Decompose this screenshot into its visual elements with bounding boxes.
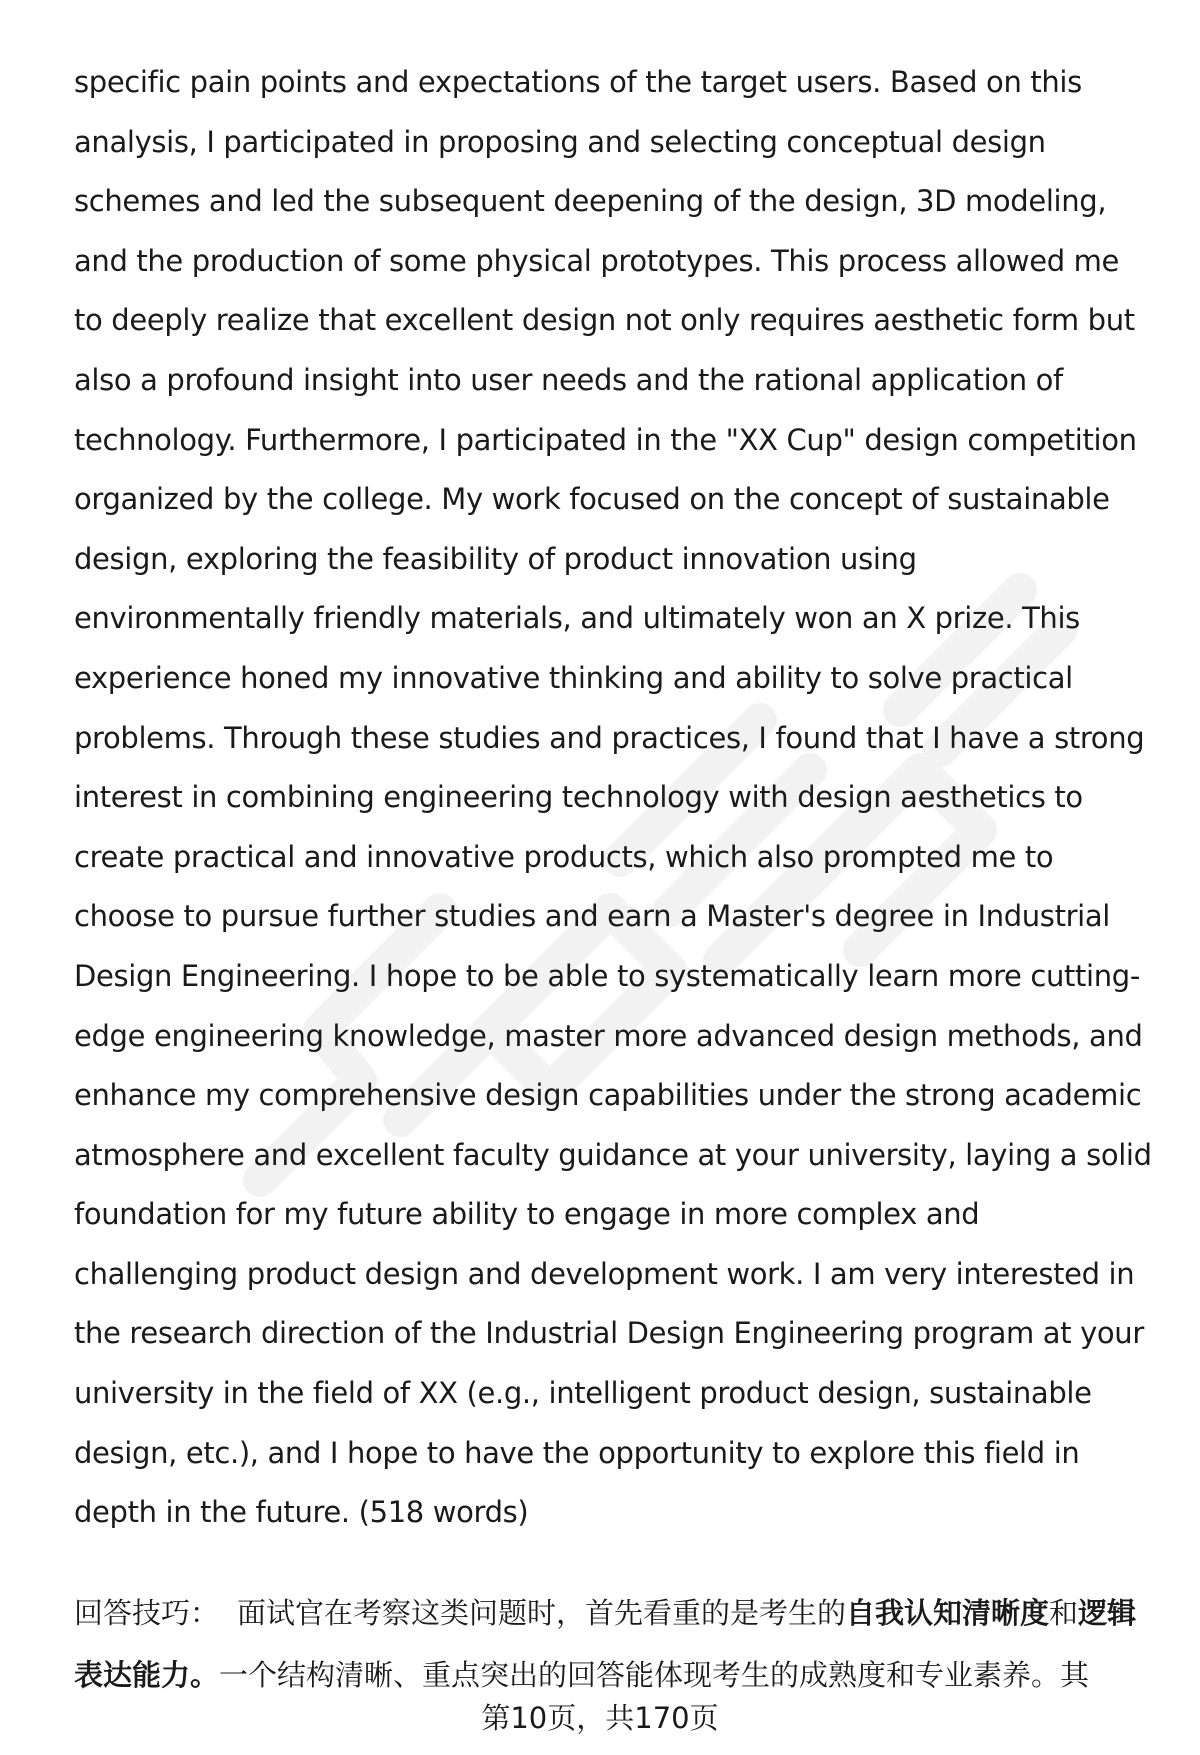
body-line: edge engineering knowledge, master more advanced design methods, and [74, 1018, 1143, 1053]
tip-line-2 [74, 1644, 1154, 1706]
body-line: challenging product design and development work. I am very interested in [74, 1256, 1135, 1291]
answer-tip [74, 1582, 1154, 1706]
body-line: specific pain points and expectations of the target users. Based on this [74, 65, 1082, 99]
body-line: the research direction of the Industrial Design Engineering program at your [74, 1316, 1144, 1351]
tip-emphasis: 逻辑 [1078, 1596, 1137, 1630]
body-line: technology. Furthermore, I participated in the "XX Cup" design competition [74, 422, 1137, 457]
body-line: experience honed my innovative thinking and ability to solve practical [74, 660, 1073, 695]
body-line: environmentally friendly materials, and ultimately won an X prize. This [74, 601, 1080, 636]
tip-label: 回答技巧： [74, 1596, 220, 1630]
body-line: also a profound insight into user needs and the rational application of [74, 362, 1063, 397]
body-line: interest in combining engineering technology with design aesthetics to [74, 780, 1083, 815]
body-line: atmosphere and excellent faculty guidance at your university, laying a solid [74, 1137, 1152, 1172]
body-line: depth in the future. (518 words) [74, 1495, 529, 1530]
body-line: and the production of some physical prototypes. This process allowed me [74, 243, 1120, 278]
tip-text: 面试官在考察这类问题时，首先看重的是考生的 [237, 1596, 847, 1630]
body-line: create practical and innovative products, which also prompted me to [74, 839, 1054, 874]
body-paragraph [74, 53, 1154, 1543]
tip-line-1 [74, 1582, 1154, 1644]
tip-text: 和 [1049, 1596, 1079, 1630]
tip-text: 一个结构清晰、重点突出的回答能体现考生的成熟度和专业素养。其 [219, 1658, 1090, 1692]
page-indicator: 第10页，共170页 [481, 1701, 719, 1735]
body-line: foundation for my future ability to engage in more complex and [74, 1197, 980, 1232]
body-line: Design Engineering. I hope to be able to systematically learn more cutting- [74, 958, 1140, 993]
body-line: analysis, I participated in proposing and selecting conceptual design [74, 124, 1046, 159]
body-line: university in the field of XX (e.g., intelligent product design, sustainable [74, 1376, 1092, 1411]
body-line: enhance my comprehensive design capabilities under the strong academic [74, 1078, 1142, 1113]
tip-emphasis: 自我认知清晰度 [846, 1596, 1050, 1630]
body-line: schemes and led the subsequent deepening of the design, 3D modeling, [74, 184, 1107, 219]
body-line: problems. Through these studies and practices, I found that I have a strong [74, 720, 1145, 755]
body-line: design, etc.), and I hope to have the opportunity to explore this field in [74, 1435, 1080, 1470]
body-line: design, exploring the feasibility of product innovation using [74, 541, 917, 576]
body-line: to deeply realize that excellent design not only requires aesthetic form but [74, 303, 1135, 338]
body-line: organized by the college. My work focused on the concept of sustainable [74, 482, 1110, 517]
body-line: choose to pursue further studies and earn a Master's degree in Industrial [74, 899, 1110, 934]
tip-emphasis: 表达能力。 [74, 1658, 220, 1692]
